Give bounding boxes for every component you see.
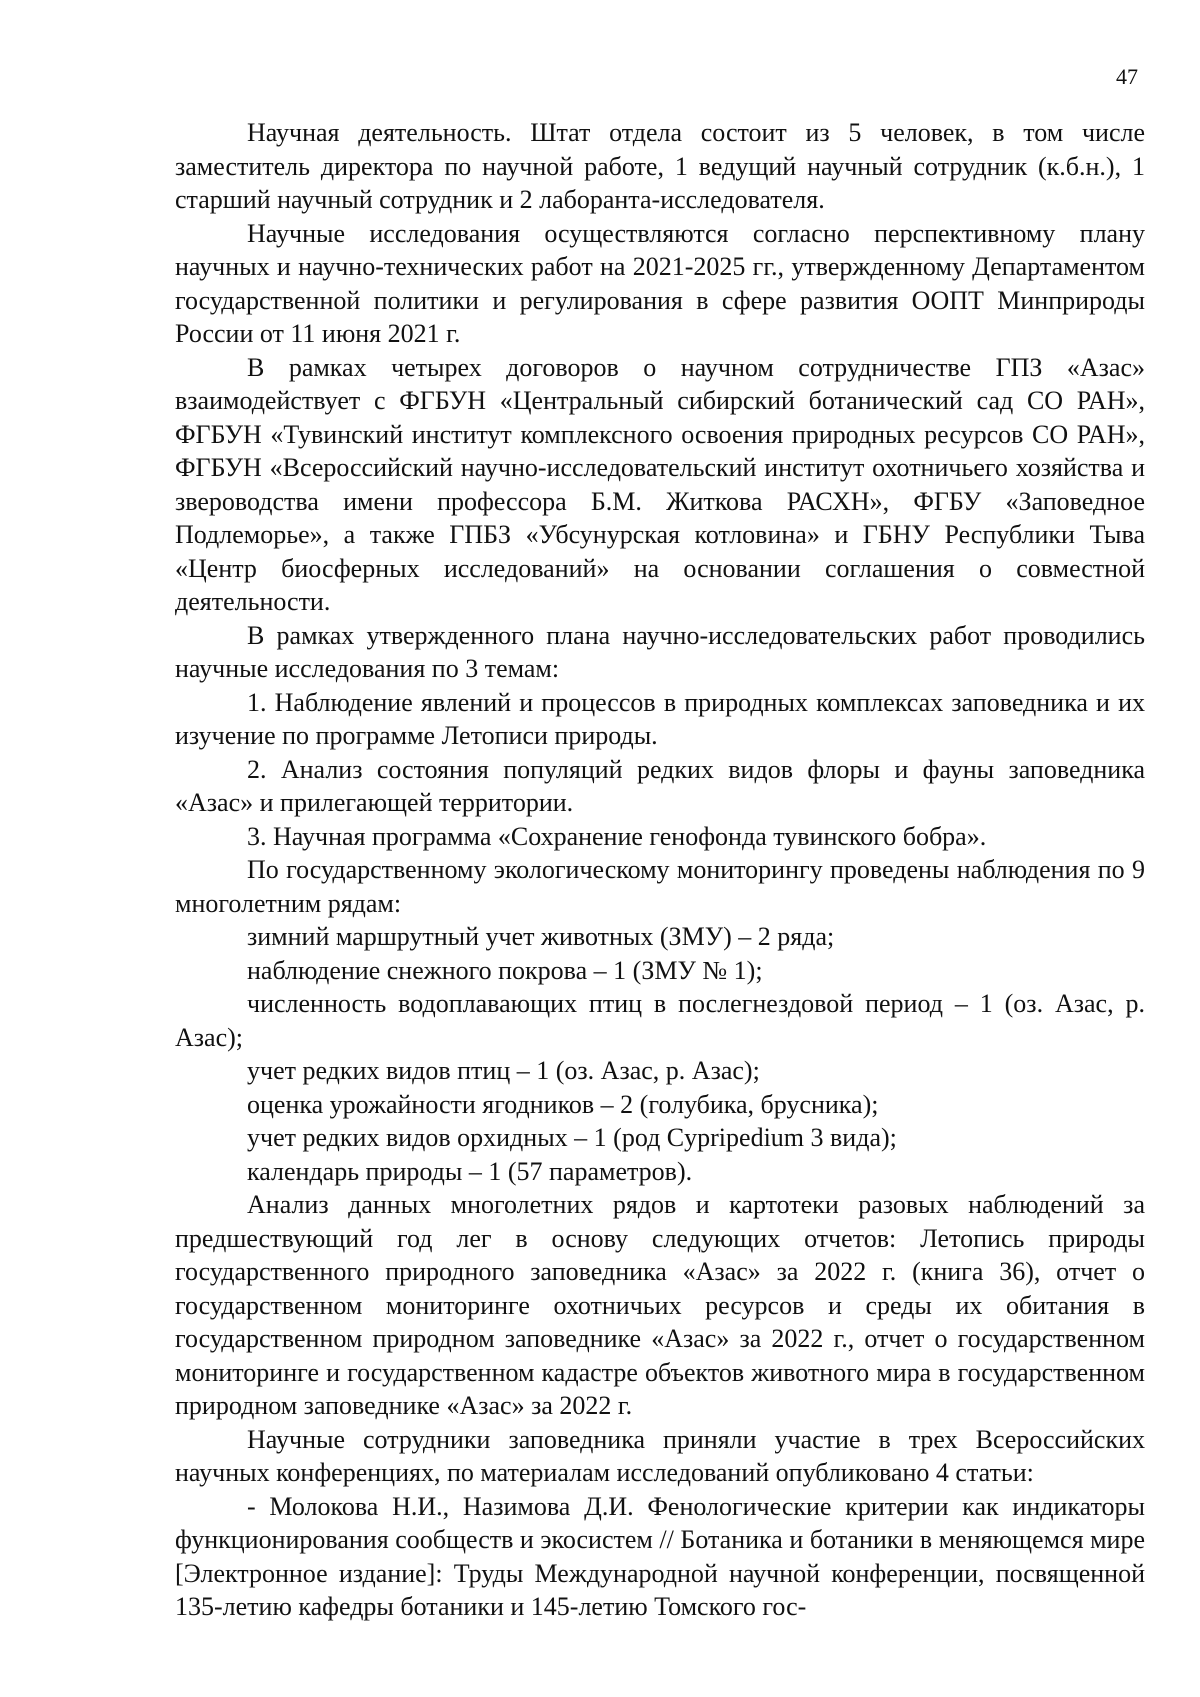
paragraph-cooperation: В рамках четырех договоров о научном сотрудничестве ГПЗ «Азас» взаимодействует с ФГБУН «Центральный сибирский ботанический сад СО РАН», ФГБУН «Тувинский институт комплексного освоения природных ресурсов СО РАН», ФГБУН «Всероссийский научно-исследовательский институт охотничьего хозяйства и звероводства имени профессора Б.М. Житкова РАСХН», ФГБУ «Заповедное Подлеморье», а также ГПБЗ «Убсунурская котловина» и ГБНУ Республики Тыва «Центр биосферных исследований» на основании соглашения о совместной деятельности. (175, 352, 1145, 616)
document-body (175, 116, 1145, 1624)
list-item-monitoring-rare-birds: учет редких видов птиц – 1 (оз. Азас, р. Азас); (247, 1056, 760, 1085)
paragraph-topics-intro: В рамках утвержденного плана научно-исследовательских работ проводились научные исследования по 3 темам: (175, 620, 1145, 683)
paragraph-staff: Научная деятельность. Штат отдела состоит из 5 человек, в том числе заместитель директора по научной работе, 1 ведущий научный сотрудник (к.б.н.), 1 старший научный сотрудник и 2 лаборанта-исследователя. (175, 118, 1145, 214)
paragraph-research-plan: Научные исследования осуществляются согласно перспективному плану научных и научно-технических работ на 2021-2025 гг., утвержденному Департаментом государственной политики и регулирования в сфере развития ООПТ Минприроды России от 11 июня 2021 г. (175, 218, 1145, 348)
list-item-topic-3: 3. Научная программа «Сохранение генофонда тувинского бобра». (247, 821, 987, 851)
paragraph-reports: Анализ данных многолетних рядов и картотеки разовых наблюдений за предшествующий год лег в основу следующих отчетов: Летопись природы государственного природного заповедника «Азас» за 2022 г. (книга 36), отчет о государственном мониторинге охотничьих ресурсов и среды их обитания в государственном природном заповеднике «Азас» за 2022 г., отчет о государственном мониторинге и государственном кадастре объектов животного мира в государственном природном заповеднике «Азас» за 2022 г. (175, 1190, 1145, 1420)
list-item-topic-2: 2. Анализ состояния популяций редких видов флоры и фауны заповедника «Азас» и прилегающей территории. (175, 754, 1145, 817)
list-item-monitoring-zmu: зимний маршрутный учет животных (ЗМУ) – 2 ряда; (247, 922, 835, 951)
paragraph-conferences: Научные сотрудники заповедника приняли участие в трех Всероссийских научных конференциях, по материалам исследований опубликовано 4 статьи: (175, 1424, 1145, 1487)
list-item-monitoring-waterfowl: численность водоплавающих птиц в послегнездовой период – 1 (оз. Азас, р. Азас); (175, 989, 1145, 1052)
list-item-monitoring-berries: оценка урожайности ягодников – 2 (голубика, брусника); (247, 1089, 879, 1119)
list-item-topic-1: 1. Наблюдение явлений и процессов в природных комплексах заповедника и их изучение по программе Летописи природы. (175, 687, 1145, 750)
list-item-monitoring-orchids: учет редких видов орхидных – 1 (род Cypripedium 3 вида); (247, 1123, 897, 1152)
list-item-publication-1: - Молокова Н.И., Назимова Д.И. Фенологические критерии как индикаторы функционирования сообществ и экосистем // Ботаника и ботаники в меняющемся мире [Электронное издание]: Труды Международной научной конференции, посвященной 135-летию кафедры ботаники и 145-летию Томского гос- (175, 1491, 1145, 1621)
paragraph-monitoring-intro: По государственному экологическому мониторингу проведены наблюдения по 9 многолетним рядам: (175, 855, 1145, 918)
list-item-monitoring-calendar: календарь природы – 1 (57 параметров). (247, 1156, 693, 1186)
list-item-monitoring-snow: наблюдение снежного покрова – 1 (ЗМУ № 1); (247, 955, 763, 985)
page-number: 47 (1116, 64, 1138, 89)
